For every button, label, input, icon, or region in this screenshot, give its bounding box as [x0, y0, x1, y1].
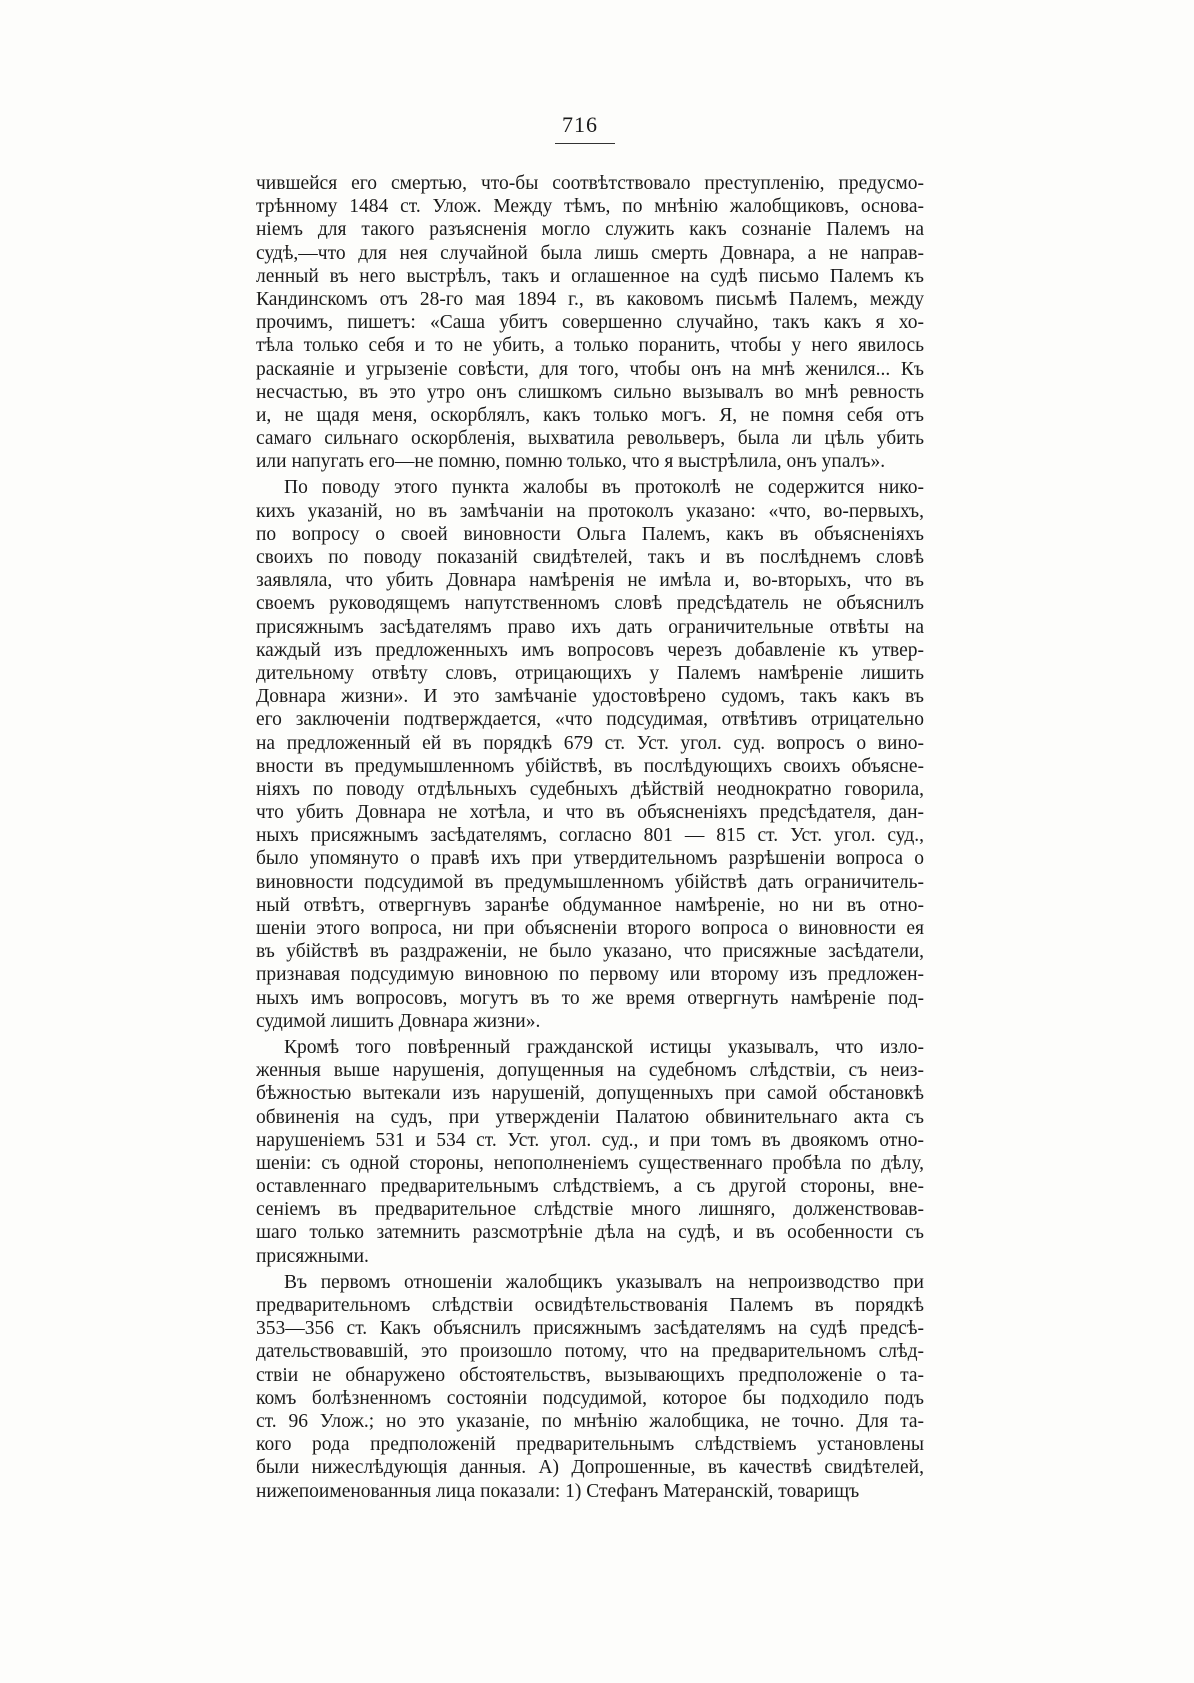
- text-line: дательствовавшій, это произошло потому, что на предварительномъ слѣд-: [256, 1341, 924, 1363]
- text-line: самаго сильнаго оскорбленія, выхватила револьверъ, была ли цѣль убить: [256, 428, 924, 450]
- text-line: нижепоименованныя лица показали: 1) Стефанъ Матеранскій, товарищъ: [256, 1480, 860, 1502]
- text-line: прочимъ, пишетъ: «Саша убитъ совершенно случайно, такъ какъ я хо-: [256, 312, 924, 334]
- text-line: ніяхъ по поводу отдѣльныхъ судебныхъ дѣйствій неоднократно говорила,: [256, 778, 924, 800]
- paragraph: [256, 172, 924, 473]
- text-line: судимой лишить Довнара жизни».: [256, 1010, 541, 1032]
- text-line: 353—356 ст. Какъ объяснилъ присяжнымъ засѣдателямъ на судѣ предсѣ-: [256, 1318, 924, 1340]
- text-line: или напугать его—не помню, помню только, что я выстрѣлила, онъ упалъ».: [256, 451, 886, 473]
- text-line: виновности подсудимой въ предумышленномъ убійствѣ дать ограничитель-: [256, 871, 924, 893]
- text-line: ныхъ имъ вопросовъ, могутъ въ то же время отвергнуть намѣреніе под-: [256, 987, 924, 1009]
- text-line: шеніи: съ одной стороны, непополненіемъ существеннаго пробѣла по дѣлу,: [256, 1152, 924, 1174]
- text-line: трѣнному 1484 ст. Улож. Между тѣмъ, по мнѣнію жалобщиковъ, основа-: [256, 196, 924, 218]
- text-line: несчастью, въ это утро онъ слишкомъ сильно вызывалъ во мнѣ ревность: [256, 381, 924, 403]
- text-line: было упомянуто о правѣ ихъ при утвердительномъ разрѣшеніи вопроса о: [256, 848, 924, 870]
- text-line: признавая подсудимую виновною по первому или второму изъ предложен-: [256, 964, 924, 986]
- text-line: Довнара жизни». И это замѣчаніе удостовѣрено судомъ, такъ какъ въ: [256, 686, 924, 708]
- text-line: что убить Довнара не хотѣла, и что въ объясненіяхъ предсѣдателя, дан-: [256, 802, 924, 824]
- text-line: Въ первомъ отношеніи жалобщикъ указывалъ на непроизводство при: [284, 1271, 924, 1293]
- text-line: Кандинскомъ отъ 28-го мая 1894 г., въ каковомъ письмѣ Палемъ, между: [256, 288, 924, 310]
- page-number: 716: [562, 112, 598, 137]
- text-line: обвиненія на судъ, при утвержденіи Палатою обвинительнаго акта съ: [256, 1106, 924, 1128]
- text-line: оставленнаго предварительнымъ слѣдствіемъ, а съ другой стороны, вне-: [256, 1176, 924, 1198]
- text-line: по вопросу о своей виновности Ольга Палемъ, какъ въ объясненіяхъ: [256, 523, 924, 545]
- text-line: были нижеслѣдующія данныя. А) Допрошенные, въ качествѣ свидѣтелей,: [256, 1457, 924, 1479]
- text-line: ст. 96 Улож.; но это указаніе, по мнѣнію жалобщика, не точно. Для та-: [256, 1410, 924, 1432]
- page-number-rule: [555, 143, 615, 144]
- text-line: шеніи этого вопроса, ни при объясненіи второго вопроса о виновности ея: [256, 918, 924, 939]
- text-line: нарушеніемъ 531 и 534 ст. Уст. угол. суд., и при томъ въ двоякомъ отно-: [256, 1129, 924, 1151]
- text-line: чившейся его смертью, что-бы соотвѣтствовало преступленію, предусмо-: [256, 173, 924, 194]
- text-line: каждый изъ предложенныхъ имъ вопросовъ черезъ добавленіе къ утвер-: [256, 639, 924, 661]
- text-line: женныя выше нарушенія, допущенныя на судебномъ слѣдствіи, съ неиз-: [256, 1060, 924, 1082]
- text-line: ніемъ для такого разъясненія могло служить какъ сознаніе Палемъ на: [256, 219, 924, 241]
- text-line: ствіи не обнаружено обстоятельствъ, вызывающихъ предположеніе о та-: [256, 1364, 924, 1386]
- text-line: вности въ предумышленномъ убійствѣ, въ послѣдующихъ своихъ объясне-: [256, 755, 924, 777]
- text-line: сеніемъ въ предварительное слѣдствіе много лишняго, долженствовав-: [256, 1199, 924, 1221]
- text-line: своихъ по поводу показаній свидѣтелей, такъ и въ послѣднемъ словѣ: [256, 547, 924, 568]
- text-line: своемъ руководящемъ напутственномъ словѣ предсѣдатель не объяснилъ: [256, 593, 924, 615]
- paragraph: [256, 1271, 924, 1503]
- text-line: предварительномъ слѣдствіи освидѣтельствованія Палемъ въ порядкѣ: [256, 1295, 924, 1316]
- text-line: шаго только затемнить разсмотрѣніе дѣла на судѣ, и въ особенности съ: [256, 1222, 924, 1244]
- paragraph: [256, 476, 924, 1033]
- text-line: тѣла только себя и то не убить, а только поранить, чтобы у него явилось: [256, 335, 924, 357]
- text-line: и, не щадя меня, оскорблялъ, какъ только могъ. Я, не помня себя отъ: [256, 404, 924, 426]
- text-line: комъ болѣзненномъ состояніи подсудимой, которое бы подходило подъ: [256, 1387, 924, 1409]
- text-line: По поводу этого пункта жалобы въ протоколѣ не содержится нико-: [284, 477, 924, 499]
- text-line: кого рода предположеній предварительнымъ слѣдствіемъ установлены: [256, 1434, 924, 1456]
- text-line: заявляла, что убить Довнара намѣренія не имѣла и, во-вторыхъ, что въ: [256, 570, 924, 592]
- text-line: въ убійствѣ въ раздраженіи, не было указано, что присяжные засѣдатели,: [256, 941, 924, 963]
- text-line: бѣжностью вытекали изъ нарушеній, допущенныхъ при самой обстановкѣ: [256, 1083, 924, 1105]
- text-line: присяжнымъ засѣдателямъ право ихъ дать ограничительные отвѣты на: [256, 616, 924, 638]
- text-line: Кромѣ того повѣренный гражданской истицы указывалъ, что изло-: [284, 1036, 924, 1058]
- text-line: ныхъ присяжнымъ засѣдателямъ, согласно 801 — 815 ст. Уст. угол. суд.,: [256, 825, 924, 847]
- text-column: [256, 172, 924, 1503]
- text-line: ленный въ него выстрѣлъ, такъ и оглашенное на судѣ письмо Палемъ къ: [256, 265, 924, 287]
- text-line: ный отвѣтъ, отвергнувъ заранѣе обдуманное намѣреніе, но ни въ отно-: [256, 894, 924, 916]
- text-line: раскаяніе и угрызеніе совѣсти, для того, чтобы онъ на мнѣ женился... Къ: [256, 358, 924, 380]
- text-line: на предложенный ей въ порядкѣ 679 ст. Уст. угол. суд. вопросъ о вино-: [256, 732, 924, 754]
- paragraph: [256, 1036, 924, 1268]
- text-line: присяжными.: [256, 1245, 369, 1267]
- text-line: дительному отвѣту словъ, отрицающихъ у Палемъ намѣреніе лишить: [256, 662, 924, 684]
- text-line: его заключеніи подтверждается, «что подсудимая, отвѣтивъ отрицательно: [256, 709, 924, 731]
- text-line: кихъ указаній, но въ замѣчаніи на протоколъ указано: «что, во-первыхъ,: [256, 500, 924, 522]
- text-line: судѣ,—что для нея случайной была лишь смерть Довнара, а не направ-: [256, 242, 924, 264]
